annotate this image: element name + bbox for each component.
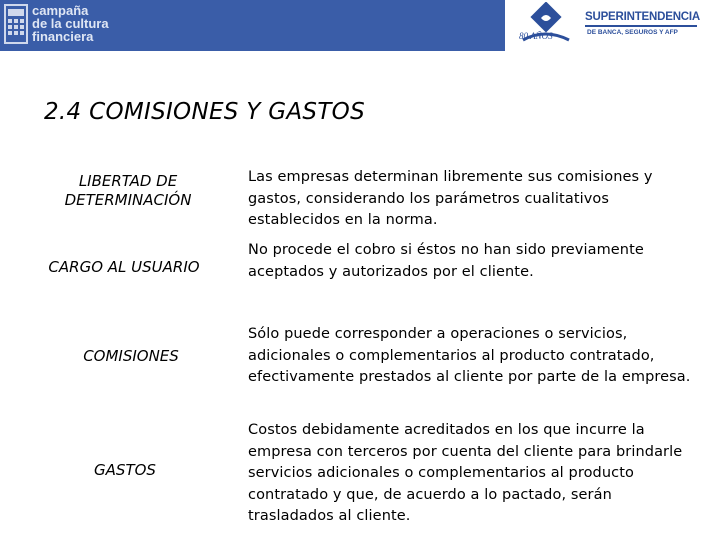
sbs-logo (505, 0, 720, 51)
header-banner (0, 0, 720, 51)
campaign-line-3: financiera (32, 29, 94, 44)
term-cargo: CARGO AL USUARIO (48, 258, 200, 276)
desc-cargo: No procede el cobro si éstos no han sido previamente aceptados y autorizados por el cliente. (248, 242, 644, 280)
sbs-subtitle: DE BANCA, SEGUROS Y AFP (587, 29, 678, 36)
term-gastos: GASTOS (94, 461, 156, 479)
page-title: 2.4 COMISIONES Y GASTOS (44, 99, 365, 125)
term-comisiones: COMISIONES (83, 347, 179, 365)
sbs-divider (585, 25, 697, 27)
campaign-logo (4, 4, 128, 48)
sbs-name: SUPERINTENDENCIA (585, 11, 701, 23)
campaign-line-1: campaña (32, 3, 89, 18)
desc-gastos: Costos debidamente acreditados en los que incurre la empresa con terceros por cuenta del cliente para brindarle servicios adicionales o complementarios al producto contratado y que, de acuerdo a lo pactado, serán trasladados al cliente. (248, 422, 683, 524)
campaign-line-2: de la cultura (32, 16, 109, 31)
term-libertad: LIBERTAD DE DETERMINACIÓN (64, 172, 192, 209)
calculator-icon (4, 4, 28, 44)
desc-libertad: Las empresas determinan libremente sus comisiones y gastos, considerando los parámetros cualitativos establecidos en la norma. (248, 169, 653, 228)
anniversary-label: 80 AÑOS (519, 31, 553, 41)
desc-comisiones: Sólo puede corresponder a operaciones o servicios, adicionales o complementarios al producto contratado, efectivamente prestados al cliente por parte de la empresa. (248, 326, 691, 385)
sbs-emblem-icon (513, 2, 577, 52)
